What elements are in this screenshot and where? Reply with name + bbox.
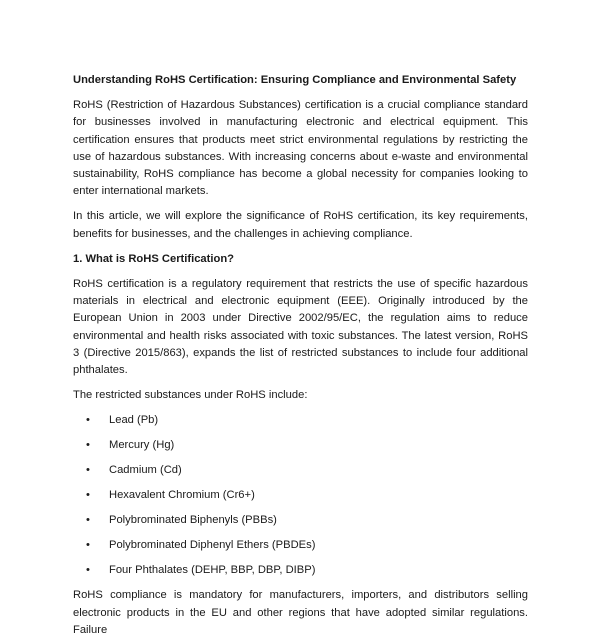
list-item: • Mercury (Hg) [73, 437, 528, 454]
bullet-icon: • [86, 464, 90, 477]
bullet-icon: • [86, 489, 90, 502]
document-page [73, 72, 528, 639]
bullet-icon: • [86, 539, 90, 552]
bullet-icon: • [86, 414, 90, 427]
intro-paragraph: RoHS (Restriction of Hazardous Substances) certification is a crucial compliance standard for businesses involved in manufacturing electronic and electrical equipment. This certification ensures that products meet strict environmental regulations by restricting the use of hazardous substances. With increasing concerns about e-waste and environmental sustainability, RoHS compliance has become a global necessity for companies looking to enter international markets. [73, 99, 528, 198]
list-item: • Polybrominated Biphenyls (PBBs) [73, 512, 528, 529]
bullet-icon: • [86, 564, 90, 577]
document-title: Understanding RoHS Certification: Ensuring Compliance and Environmental Safety [73, 74, 517, 86]
substances-list [73, 412, 528, 579]
list-item: • Lead (Pb) [73, 412, 528, 429]
bullet-icon: • [86, 439, 90, 452]
list-intro: The restricted substances under RoHS include: [73, 389, 308, 402]
section-body-paragraph: RoHS certification is a regulatory requirement that restricts the use of specific hazardous materials in electrical and electronic equipment (EEE). Originally introduced by the European Union in 2003 under Directive 2002/95/EC, the regulation aims to reduce environmental and health risks associated with toxic substances. The latest version, RoHS 3 (Directive 2015/863), expands the list of restricted substances to include four additional phthalates. [73, 278, 528, 377]
bullet-icon: • [86, 514, 90, 527]
section-heading: 1. What is RoHS Certification? [73, 252, 234, 265]
overview-paragraph: In this article, we will explore the significance of RoHS certification, its key requirements, benefits for businesses, and the challenges in achieving compliance. [73, 210, 528, 240]
list-item: • Cadmium (Cd) [73, 462, 528, 479]
list-item: • Four Phthalates (DEHP, BBP, DBP, DIBP) [73, 562, 528, 579]
compliance-paragraph: RoHS compliance is mandatory for manufacturers, importers, and distributors selling electronic products in the EU and other regions that have adopted similar regulations. Failure [73, 589, 528, 636]
list-item: • Hexavalent Chromium (Cr6+) [73, 487, 528, 504]
list-item: • Polybrominated Diphenyl Ethers (PBDEs) [73, 537, 528, 554]
